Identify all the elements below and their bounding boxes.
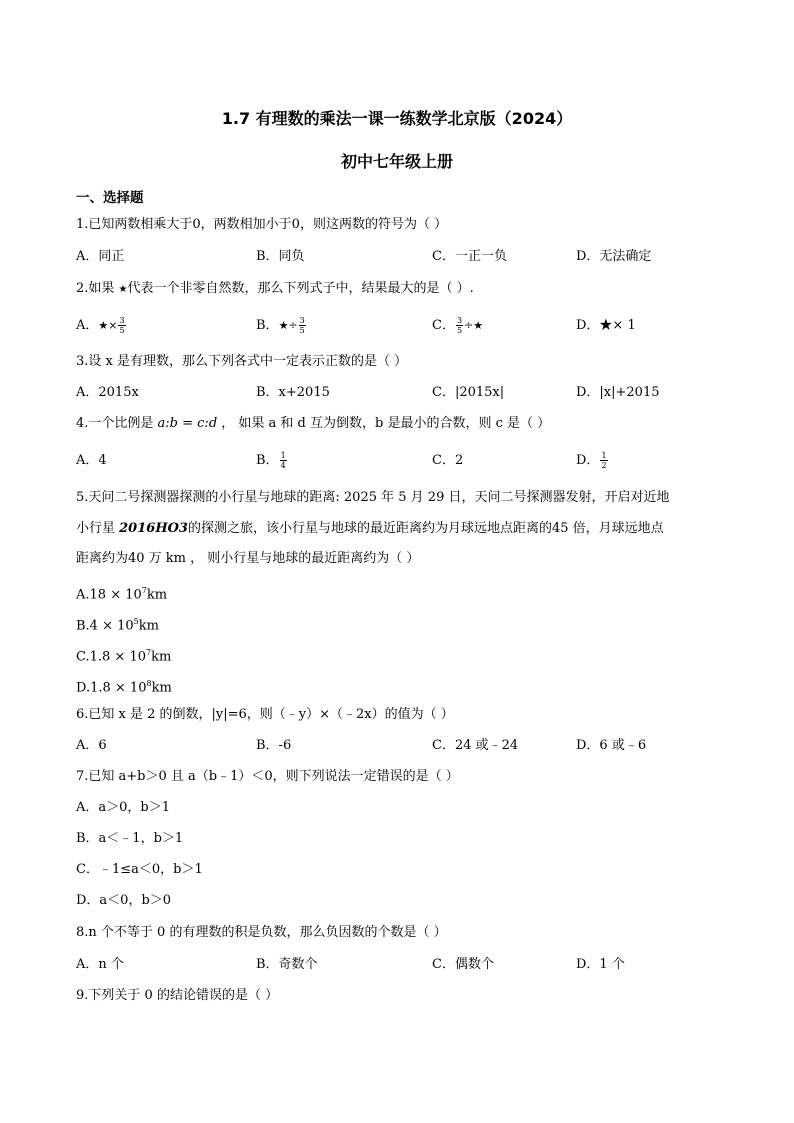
question-2-stem-post: 代表一个非零自然数，那么下列式子中，结果最大的是（ ）. bbox=[127, 281, 474, 296]
question-2-stem bbox=[76, 279, 474, 300]
fraction bbox=[600, 451, 607, 470]
question-4-option-a: A．4 bbox=[76, 453, 107, 468]
fraction-denominator: 5 bbox=[456, 326, 463, 335]
question-8-option-d: D．1 个 bbox=[576, 957, 625, 972]
question-5-line-2-post: 的探测之旅，该小行星与地球的最近距离约为月球远地点距离的45 倍，月球远地点 bbox=[187, 521, 664, 536]
fraction-denominator: 2 bbox=[601, 461, 607, 470]
option-b-exponent: 5 bbox=[133, 617, 139, 626]
page-subtitle: 初中七年级上册 bbox=[340, 152, 453, 171]
fraction-numerator: 1 bbox=[280, 451, 286, 460]
question-4-option-d bbox=[576, 451, 609, 471]
question-1-option-d: D．无法确定 bbox=[576, 249, 652, 264]
fraction-numerator: 1 bbox=[601, 451, 607, 460]
question-3-option-d: D．|x|+2015 bbox=[576, 385, 660, 400]
option-c-unit: km bbox=[151, 649, 172, 665]
question-2-option-b bbox=[256, 316, 307, 336]
question-8-option-a: A．n 个 bbox=[76, 957, 124, 972]
option-a-unit: km bbox=[146, 587, 168, 603]
question-6-option-a: A．6 bbox=[76, 738, 107, 753]
question-3-option-a: A．2015x bbox=[76, 385, 139, 400]
question-1-option-c: C．一正一负 bbox=[432, 249, 507, 264]
question-2-option-a bbox=[76, 316, 127, 336]
fraction-numerator: 3 bbox=[119, 316, 125, 325]
option-d-exponent: 8 bbox=[146, 679, 152, 688]
question-6-option-c: C．24 或﹣24 bbox=[432, 738, 519, 753]
question-2-option-d: D．★× 1 bbox=[576, 318, 636, 333]
question-7-stem: 7.已知 a+b＞0 且 a（b﹣1）＜0，则下列说法一定错误的是（ ） bbox=[76, 769, 459, 784]
option-d-base: D.1.8 × 10 bbox=[76, 680, 147, 696]
option-b-operator: ★÷ bbox=[278, 319, 298, 332]
question-7-option-c: C．﹣1≤a＜0，b＞1 bbox=[76, 862, 203, 877]
question-9-stem: 9.下列关于 0 的结论错误的是（ ） bbox=[76, 988, 279, 1003]
question-7-option-d: D．a＜0，b＞0 bbox=[76, 893, 172, 908]
question-1-option-a: A．同正 bbox=[76, 249, 125, 264]
option-a-label: A． bbox=[76, 318, 99, 333]
star-symbol: ★ bbox=[118, 284, 128, 295]
option-b-label: B． bbox=[256, 453, 279, 468]
question-5-line-2-pre: 小行星 bbox=[76, 521, 120, 536]
question-6-option-b: B．-6 bbox=[256, 738, 292, 753]
question-6-stem: 6.已知 x 是 2 的倒数，|y|=6，则（﹣y）×（﹣2x）的值为（ ） bbox=[76, 707, 454, 722]
question-4-stem-post: ， 如果 a 和 d 互为倒数，b 是最小的合数，则 c 是（ ） bbox=[217, 416, 551, 431]
option-c-operator: ÷★ bbox=[464, 319, 484, 332]
question-1-stem: 1.已知两数相乘大于0，两数相加小于0，则这两数的符号为（ ） bbox=[76, 217, 448, 232]
option-c-label: C． bbox=[432, 318, 455, 333]
question-8-option-c: C．偶数个 bbox=[432, 957, 494, 972]
question-5-option-a bbox=[76, 581, 167, 605]
fraction-denominator: 5 bbox=[119, 326, 125, 335]
question-8-option-b: B．奇数个 bbox=[256, 957, 318, 972]
question-5-option-b bbox=[76, 612, 159, 636]
fraction bbox=[118, 316, 125, 335]
question-5-option-c bbox=[76, 643, 171, 667]
question-6-option-d: D．6 或﹣6 bbox=[576, 738, 647, 753]
question-5-option-d bbox=[76, 674, 172, 698]
option-b-label: B． bbox=[256, 318, 279, 333]
question-3-stem: 3.设 x 是有理数，那么下列各式中一定表示正数的是（ ） bbox=[76, 354, 408, 369]
option-c-base: C.1.8 × 10 bbox=[76, 649, 146, 665]
question-2-stem-pre: 2.如果 bbox=[76, 281, 119, 296]
question-4-option-b bbox=[256, 451, 288, 471]
option-b-base: B.4 × 10 bbox=[76, 618, 134, 634]
fraction-numerator: 3 bbox=[299, 316, 305, 325]
question-3-option-b: B．x+2015 bbox=[256, 385, 330, 400]
option-d-unit: km bbox=[151, 680, 172, 696]
asteroid-name: 2016HO3 bbox=[119, 521, 188, 536]
page-title: 1.7 有理数的乘法一课一练数学北京版（2024） bbox=[221, 109, 573, 128]
fraction-denominator: 4 bbox=[280, 461, 286, 470]
fraction bbox=[456, 316, 463, 335]
option-a-base: A.18 × 10 bbox=[76, 587, 142, 603]
question-5-line-1: 5.天问二号探测器探测的小行星与地球的距离: 2025 年 5 月 29 日，天问二号探测器发射，开启对近地 bbox=[76, 490, 670, 505]
question-4-stem bbox=[76, 414, 550, 434]
question-1-option-b: B．同负 bbox=[256, 249, 305, 264]
question-8-stem: 8.n 个不等于 0 的有理数的积是负数，那么负因数的个数是（ ） bbox=[76, 925, 447, 940]
question-7-option-b: B．a＜﹣1，b＞1 bbox=[76, 831, 184, 846]
question-7-option-a: A．a＞0，b＞1 bbox=[76, 800, 171, 815]
fraction bbox=[299, 316, 306, 335]
question-3-option-c: C．|2015x| bbox=[432, 385, 505, 400]
option-c-exponent: 7 bbox=[146, 648, 152, 657]
option-b-unit: km bbox=[138, 618, 159, 634]
fraction-denominator: 5 bbox=[299, 326, 305, 335]
fraction-numerator: 3 bbox=[456, 316, 463, 325]
question-5-line-2 bbox=[76, 519, 664, 539]
question-4-option-c: C．2 bbox=[432, 453, 464, 468]
option-a-operator: ★× bbox=[98, 319, 118, 332]
question-5-line-3: 距离约为40 万 km ， 则小行星与地球的最近距离约为（ ） bbox=[76, 551, 420, 566]
fraction bbox=[280, 451, 287, 470]
option-d-label: D． bbox=[576, 453, 600, 468]
section-heading: 一、选择题 bbox=[76, 190, 144, 206]
ratio-expression: a:b = c:d bbox=[157, 416, 218, 431]
option-a-exponent: 7 bbox=[141, 586, 147, 595]
question-2-option-c bbox=[432, 316, 483, 336]
question-4-stem-pre: 4.一个比例是 bbox=[76, 416, 158, 431]
